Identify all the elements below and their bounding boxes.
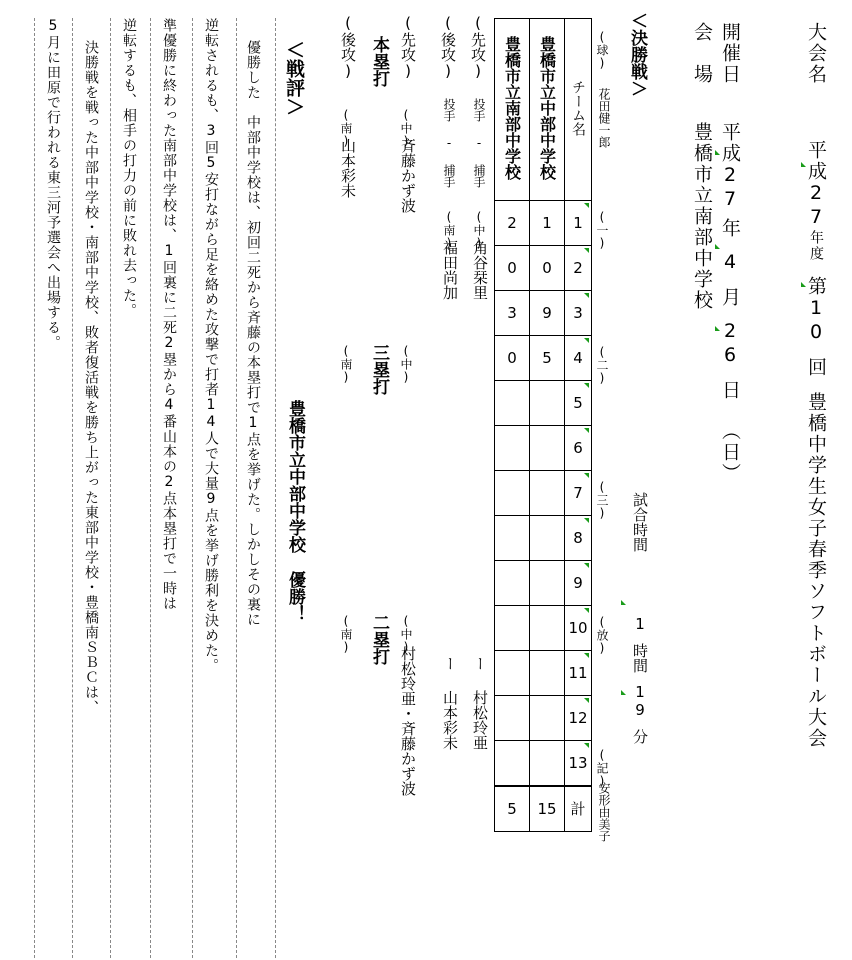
score-cell: 0	[530, 246, 565, 291]
score-cell	[530, 606, 565, 651]
divider	[275, 18, 276, 958]
date-label: 開催日	[719, 22, 741, 85]
scoreboard-table	[494, 18, 592, 832]
battery-second-pitcher: 福田尚加	[441, 240, 459, 300]
battery-first-team: (中)	[472, 210, 486, 250]
double-first-team: (中)	[399, 614, 413, 654]
score-cell	[530, 696, 565, 741]
game-time-value	[632, 615, 647, 744]
score-cell	[495, 381, 530, 426]
review-winner	[286, 400, 303, 622]
tournament-label: 大会名	[805, 22, 827, 85]
game-time-minutes: 19	[631, 683, 649, 719]
review-winner-name: 豊橋市立中部中学校	[285, 400, 305, 553]
tournament-era: 平成	[805, 140, 827, 182]
team-name-1: 豊橋市立南部中学校	[502, 35, 522, 180]
divider	[192, 18, 193, 958]
review-winner-suffix: 優勝！	[285, 571, 305, 622]
review-line-5: 5月に田原で行われる東三河予選会へ出場する。	[45, 18, 61, 350]
total-label-cell	[565, 786, 592, 832]
battery-second-team: (南)	[442, 210, 456, 250]
hits-second-tag: (後攻)	[339, 14, 357, 80]
double-second-team: (南)	[339, 614, 353, 654]
marker	[715, 150, 720, 155]
game-time-fun: 分	[631, 729, 649, 744]
battery-first-dash: ー	[471, 656, 489, 671]
venue-value: 豊橋市立南部中学校	[691, 122, 713, 311]
inning-number: 9	[565, 561, 592, 606]
team-header: チーム名	[570, 79, 586, 136]
divider	[236, 18, 237, 958]
date-nen: 年	[719, 218, 741, 239]
final-heading: ＜決勝戦＞	[627, 12, 647, 97]
score-cell	[495, 471, 530, 516]
score-cell	[495, 516, 530, 561]
marker	[621, 600, 626, 605]
marker	[801, 282, 806, 287]
review-line-2: 準優勝に終わった南部中学校は、1回裏に二死2塁から4番山本の2点本塁打で一時は	[161, 18, 177, 611]
double-first-names: 村松玲亜・斉藤かず波	[399, 646, 417, 796]
score-cell: 0	[495, 246, 530, 291]
review-line-4: 決勝戦を戦った中部中学校・南部中学校、敗者復活戦を勝ち上がった東部中学校・豊橋南ＳＢＣは、	[83, 40, 99, 715]
hr-first-team: (中)	[399, 108, 413, 148]
date-month: 4	[719, 251, 741, 275]
hits-first-tag: (先攻)	[399, 14, 417, 80]
team-cell-0	[530, 19, 565, 201]
date-weekday: （日）	[719, 421, 741, 484]
date-day: 26	[719, 320, 741, 368]
inning-number: 12	[565, 696, 592, 741]
inning-number: 2	[565, 246, 592, 291]
hr-second-name: 山本彩未	[339, 138, 357, 198]
battery-first-tag: (先攻)	[469, 14, 487, 80]
umpire-name: 花田健一郎	[597, 88, 611, 148]
score-cell	[495, 741, 530, 786]
score-cell: 5	[530, 336, 565, 381]
score-cell	[530, 381, 565, 426]
scorer-name: 安形由美子	[597, 782, 611, 842]
triple-label: 三塁打	[369, 344, 389, 395]
score-cell: 0	[495, 336, 530, 381]
team-name-0: 豊橋市立中部中学校	[537, 35, 557, 180]
marker	[715, 326, 720, 331]
inning-number: 5	[565, 381, 592, 426]
inning-number: 11	[565, 651, 592, 696]
score-cell: 1	[530, 201, 565, 246]
date-hi: 日	[719, 380, 741, 401]
inning-number: 3	[565, 291, 592, 336]
inning-number: 6	[565, 426, 592, 471]
score-cell: 2	[495, 201, 530, 246]
tournament-dai: 第	[805, 276, 827, 297]
battery-first-pitcher: 角谷栞里	[471, 240, 489, 300]
tournament-year: 27	[805, 182, 827, 230]
inning-number: 1	[565, 201, 592, 246]
review-heading: ＜戦評＞	[283, 40, 305, 116]
game-time-label: 試合時間	[631, 492, 649, 552]
date-tsuki: 月	[719, 287, 741, 308]
score-cell	[495, 651, 530, 696]
venue-label: 会 場	[691, 22, 713, 85]
battery-first-catcher: 村松玲亜	[471, 690, 489, 750]
divider	[150, 18, 151, 958]
hr-first-name: 斉藤かず波	[399, 138, 417, 213]
score-cell	[495, 696, 530, 741]
battery-second-catcher: 山本彩未	[441, 690, 459, 750]
date-era: 平成	[719, 122, 741, 164]
inning-number: 10	[565, 606, 592, 651]
double-label: 二塁打	[369, 614, 389, 665]
total-label: 計	[570, 800, 586, 819]
tournament-number: 10	[805, 297, 827, 345]
battery-second-tag: (後攻)	[439, 14, 457, 80]
score-cell	[495, 561, 530, 606]
marker	[801, 162, 806, 167]
score-cell: 9	[530, 291, 565, 336]
game-time-hours: 1	[631, 615, 649, 633]
tournament-title: 豊橋中学生女子春季ソフトボール大会	[805, 392, 827, 749]
review-line-1: 逆転されるも、3回5安打ながら足を絡めた攻撃で打者14人で大量9点を挙げ勝利を決めた。	[203, 18, 219, 673]
battery-second-dash: ー	[441, 656, 459, 671]
inning-number: 7	[565, 471, 592, 516]
total-1: 5	[507, 799, 517, 818]
marker	[715, 244, 720, 249]
base1-tag: (一)	[595, 210, 609, 250]
total-0: 15	[537, 799, 557, 818]
battery-second-pc: 投手 - 捕手	[442, 98, 456, 188]
battery-first-pc: 投手 - 捕手	[472, 98, 486, 188]
date-year: 27	[719, 164, 741, 212]
triple-first-team: (中)	[399, 344, 413, 384]
hr-second-team: (南)	[339, 108, 353, 148]
total-cell-0	[530, 786, 565, 832]
tournament-year-suffix: 年度	[808, 230, 824, 262]
review-line-0: 優勝した 中部中学校は、初回二死から斉藤の本塁打で1点を挙げた。しかしその裏に	[245, 40, 261, 627]
total-cell-1	[495, 786, 530, 832]
score-cell	[530, 741, 565, 786]
score-cell	[530, 516, 565, 561]
scorer-tag: (記)	[595, 748, 609, 788]
tournament-name	[806, 140, 825, 749]
score-cell	[495, 606, 530, 651]
game-time-jikan: 時間	[631, 643, 649, 673]
score-cell	[495, 426, 530, 471]
triple-second-team: (南)	[339, 344, 353, 384]
umpire-tag: (球)	[595, 30, 609, 70]
inning-number: 13	[565, 741, 592, 786]
score-cell: 3	[495, 291, 530, 336]
inning-number: 8	[565, 516, 592, 561]
hr-label: 本塁打	[369, 36, 389, 87]
inning-number: 4	[565, 336, 592, 381]
score-cell	[530, 471, 565, 516]
score-cell	[530, 651, 565, 696]
tournament-kai: 回	[805, 357, 827, 378]
date-value	[720, 122, 739, 484]
divider	[72, 18, 73, 958]
divider	[34, 18, 35, 958]
score-cell	[530, 426, 565, 471]
base2-tag: (二)	[595, 345, 609, 385]
team-cell-1	[495, 19, 530, 201]
review-line-3: 逆転するも、相手の打力の前に敗れ去った。	[121, 18, 137, 318]
divider	[110, 18, 111, 958]
broadcast-tag: (放)	[595, 615, 609, 655]
score-cell	[530, 561, 565, 606]
marker	[621, 690, 626, 695]
base3-tag: (三)	[595, 480, 609, 520]
team-header-cell	[565, 19, 592, 201]
